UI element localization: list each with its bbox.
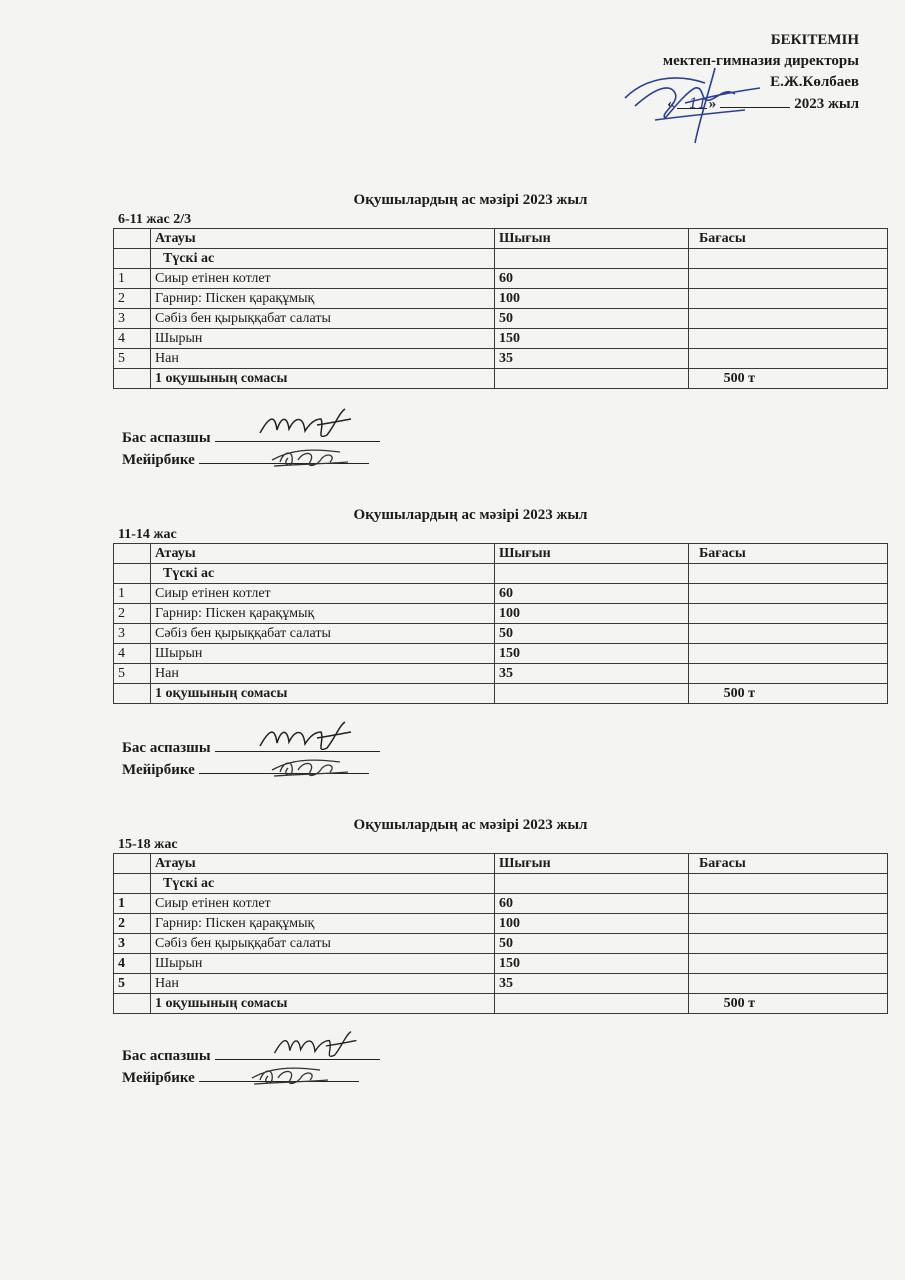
meal-section-label: Түскі ас: [151, 564, 495, 584]
menu-section-3: [113, 815, 888, 1014]
dish-name: Сиыр етінен котлет: [151, 584, 495, 604]
nurse-signature-line: [122, 1065, 380, 1087]
signatures-1: [122, 425, 380, 469]
total-price: 500 т: [689, 994, 888, 1014]
dish-name: Нан: [151, 349, 495, 369]
dish-name: Сиыр етінен котлет: [151, 894, 495, 914]
dish-qty: 100: [495, 289, 689, 309]
total-row: [114, 994, 888, 1014]
table-row: 5 Нан 35: [114, 664, 888, 684]
dish-qty: 100: [495, 604, 689, 624]
table-row: 4 Шырын 150: [114, 644, 888, 664]
approval-day: 11: [688, 96, 707, 112]
close-quote: »: [708, 96, 717, 112]
dish-qty: 50: [495, 934, 689, 954]
cook-signature-line: [122, 735, 380, 757]
table-row: 4 Шырын 150: [114, 954, 888, 974]
cook-label: Бас аспазшы: [122, 740, 211, 756]
table-row: 5 Нан 35: [114, 974, 888, 994]
nurse-label: Мейірбике: [122, 762, 195, 778]
meal-section-row: [114, 249, 888, 269]
table-row: 4 Шырын 150: [114, 329, 888, 349]
total-row: [114, 684, 888, 704]
dish-name: Сәбіз бен қырыққабат салаты: [151, 309, 495, 329]
total-row: [114, 369, 888, 389]
table-header-row: [114, 854, 888, 874]
dish-name: Нан: [151, 974, 495, 994]
cook-label: Бас аспазшы: [122, 1048, 211, 1064]
header-price: Бағасы: [689, 544, 888, 564]
total-label: 1 оқушының сомасы: [151, 684, 495, 704]
menu-table: [113, 228, 888, 389]
nurse-signature-line: [122, 447, 380, 469]
dish-name: Шырын: [151, 329, 495, 349]
dish-name: Гарнир: Піскен қарақұмық: [151, 604, 495, 624]
nurse-label: Мейірбике: [122, 452, 195, 468]
signatures-3: [122, 1043, 380, 1087]
dish-qty: 50: [495, 309, 689, 329]
approval-position: мектеп-гимназия директоры: [662, 53, 859, 69]
table-row: 3 Сәбіз бен қырыққабат салаты 50: [114, 934, 888, 954]
total-label: 1 оқушының сомасы: [151, 994, 495, 1014]
table-row: 3 Сәбіз бен қырыққабат салаты 50: [114, 309, 888, 329]
dish-qty: 50: [495, 624, 689, 644]
table-row: 1 Сиыр етінен котлет 60: [114, 269, 888, 289]
dish-qty: 150: [495, 954, 689, 974]
dish-qty: 60: [495, 584, 689, 604]
dish-qty: 100: [495, 914, 689, 934]
cook-label: Бас аспазшы: [122, 430, 211, 446]
cook-signature-line: [122, 1043, 380, 1065]
dish-qty: 60: [495, 894, 689, 914]
dish-qty: 60: [495, 269, 689, 289]
approval-year: 2023 жыл: [794, 96, 859, 112]
menu-title: Оқушылардың ас мәзірі 2023 жыл: [353, 192, 588, 208]
meal-section-label: Түскі ас: [151, 874, 495, 894]
table-row: 1 Сиыр етінен котлет 60: [114, 894, 888, 914]
header-qty: Шығын: [495, 854, 689, 874]
cook-signature-line: [122, 425, 380, 447]
header-name: Атауы: [151, 544, 495, 564]
meal-section-row: [114, 564, 888, 584]
signatures-2: [122, 735, 380, 779]
header-price: Бағасы: [689, 854, 888, 874]
dish-qty: 35: [495, 974, 689, 994]
table-row: 2 Гарнир: Піскен қарақұмық 100: [114, 914, 888, 934]
dish-name: Нан: [151, 664, 495, 684]
dish-name: Сәбіз бен қырыққабат салаты: [151, 934, 495, 954]
dish-qty: 35: [495, 349, 689, 369]
table-row: 2 Гарнир: Піскен қарақұмық 100: [114, 604, 888, 624]
age-group: 6-11 жас 2/3: [118, 212, 192, 227]
menu-table: [113, 853, 888, 1014]
table-row: 5 Нан 35: [114, 349, 888, 369]
table-row: 3 Сәбіз бен қырыққабат салаты 50: [114, 624, 888, 644]
menu-table: [113, 543, 888, 704]
dish-qty: 150: [495, 329, 689, 349]
menu-title: Оқушылардың ас мәзірі 2023 жыл: [353, 507, 588, 523]
header-qty: Шығын: [495, 229, 689, 249]
approval-name: Е.Ж.Көлбаев: [770, 74, 859, 90]
table-header-row: [114, 544, 888, 564]
total-price: 500 т: [689, 684, 888, 704]
meal-section-label: Түскі ас: [151, 249, 495, 269]
nurse-label: Мейірбике: [122, 1070, 195, 1086]
dish-name: Гарнир: Піскен қарақұмық: [151, 289, 495, 309]
menu-section-1: [113, 190, 888, 389]
menu-section-2: [113, 505, 888, 704]
nurse-signature-line: [122, 757, 380, 779]
dish-name: Гарнир: Піскен қарақұмық: [151, 914, 495, 934]
dish-name: Шырын: [151, 954, 495, 974]
header-price: Бағасы: [689, 229, 888, 249]
header-qty: Шығын: [495, 544, 689, 564]
dish-qty: 35: [495, 664, 689, 684]
dish-name: Шырын: [151, 644, 495, 664]
table-header-row: [114, 229, 888, 249]
dish-name: Сәбіз бен қырыққабат салаты: [151, 624, 495, 644]
age-group: 15-18 жас: [118, 837, 178, 852]
total-price: 500 т: [689, 369, 888, 389]
meal-section-row: [114, 874, 888, 894]
total-label: 1 оқушының сомасы: [151, 369, 495, 389]
menu-title: Оқушылардың ас мәзірі 2023 жыл: [353, 817, 588, 833]
header-name: Атауы: [151, 229, 495, 249]
header-name: Атауы: [151, 854, 495, 874]
director-signature-icon: [615, 58, 765, 148]
table-row: 1 Сиыр етінен котлет 60: [114, 584, 888, 604]
dish-name: Сиыр етінен котлет: [151, 269, 495, 289]
table-row: 2 Гарнир: Піскен қарақұмық 100: [114, 289, 888, 309]
age-group: 11-14 жас: [118, 527, 177, 542]
approval-title: БЕКІТЕМІН: [770, 32, 859, 48]
dish-qty: 150: [495, 644, 689, 664]
open-quote: «: [667, 96, 675, 112]
